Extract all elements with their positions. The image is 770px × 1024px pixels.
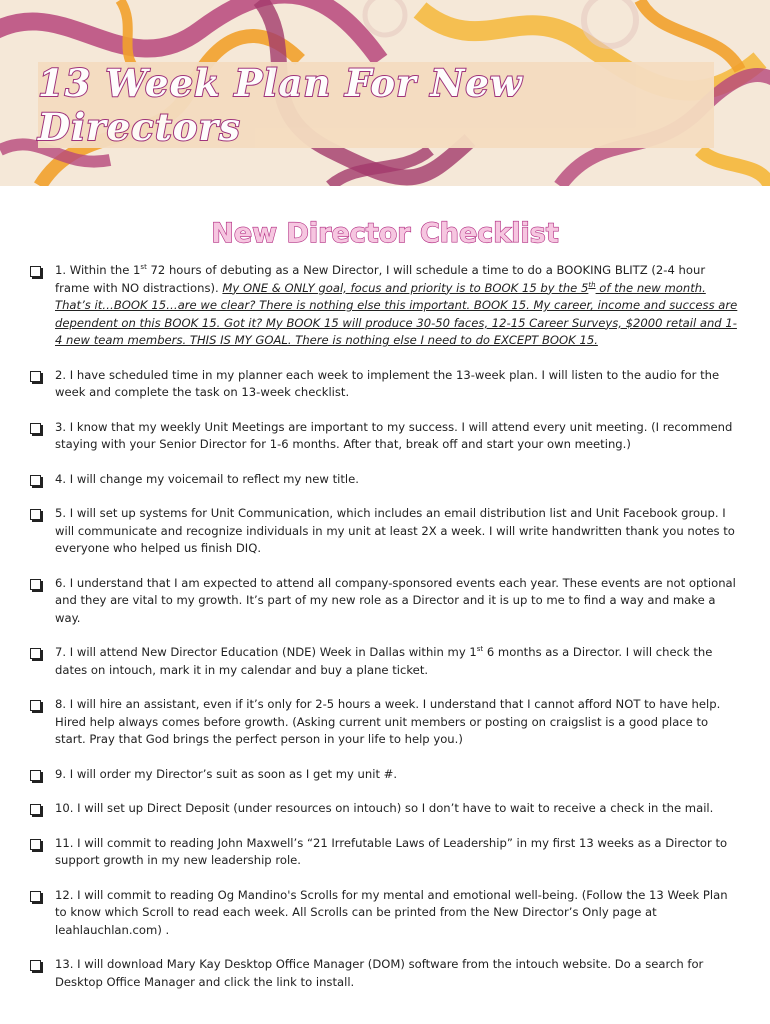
checklist-item <box>30 505 742 558</box>
header-banner <box>0 0 770 186</box>
banner-title-box <box>38 62 714 148</box>
checklist-item-text: 3. I know that my weekly Unit Meetings are important to my success. I will attend every unit meeting. (I recommend staying with your Senior Director for 1-6 months. After that, break off and start your own meeting.) <box>55 419 733 451</box>
checkbox-icon[interactable] <box>30 475 41 486</box>
checkbox-icon[interactable] <box>30 509 41 520</box>
checkbox-icon[interactable] <box>30 770 41 781</box>
checklist-item <box>30 887 742 940</box>
checklist-item-text: 8. I will hire an assistant, even if it’s only for 2-5 hours a week. I understand that I cannot afford NOT to have help. Hired help always comes before growth. (Asking current unit members or posting on craigslist is a good place to start. Pray that God brings the perfect person in your life to help you.) <box>55 697 721 746</box>
checkbox-icon[interactable] <box>30 423 41 434</box>
checkbox-icon[interactable] <box>30 700 41 711</box>
checkbox-icon[interactable] <box>30 579 41 590</box>
checklist-item-text: 6. I understand that I am expected to attend all company-sponsored events each year. These events are not optional and they are vital to my growth. It’s part of my new role as a Director and it is up to me to find a way and make a way. <box>55 575 736 625</box>
checkbox-icon[interactable] <box>30 839 41 850</box>
checklist <box>30 262 742 991</box>
checklist-item <box>30 835 742 870</box>
checklist-item-text: 1. Within the 1st 72 hours of debuting as a New Director, I will schedule a time to do a BOOKING BLITZ (2-4 hour frame with NO distractions). My ONE & ONLY goal, focus and priority is to BOOK 15 by the 5th of the new month. That’s it…BOOK 15…are we clear? There is nothing else this important. BOOK 15. My career, income and success are dependent on this BOOK 15. Got it? My BOOK 15 will produce 30-50 faces, 12-15 Career Surveys, $2000 retail and 1-4 new team members. THIS IS MY GOAL. There is nothing else I need to do EXCEPT BOOK 15. <box>55 263 738 347</box>
checklist-item-text: 9. I will order my Director’s suit as soon as I get my unit #. <box>55 766 398 781</box>
checklist-item <box>30 262 742 350</box>
checkbox-icon[interactable] <box>30 960 41 971</box>
checklist-item <box>30 575 742 628</box>
checklist-item-text: 5. I will set up systems for Unit Communication, which includes an email distribution list and Unit Facebook group. I will communicate and recognize individuals in my unit at least 2X a week. I will write handwritten thank you notes to everyone who helped us finish DIQ. <box>55 506 735 555</box>
checklist-item-text: 4. I will change my voicemail to reflect my new title. <box>55 471 359 486</box>
banner-title: 13 Week Plan For New Directors <box>38 61 523 149</box>
checklist-item-text: 11. I will commit to reading John Maxwell’s “21 Irrefutable Laws of Leadership” in my first 13 weeks as a Director to support growth in my new leadership role. <box>55 835 728 867</box>
checklist-item-text: 13. I will download Mary Kay Desktop Office Manager (DOM) software from the intouch website. Do a search for Desktop Office Manager and click the link to install. <box>55 957 704 989</box>
checklist-item <box>30 800 742 818</box>
checkbox-icon[interactable] <box>30 266 41 277</box>
checklist-item <box>30 766 742 784</box>
checklist-item <box>30 956 742 991</box>
checklist-item <box>30 419 742 454</box>
checkbox-icon[interactable] <box>30 648 41 659</box>
checklist-heading: New Director Checklist <box>211 218 559 249</box>
checklist-item <box>30 696 742 749</box>
checkbox-icon[interactable] <box>30 371 41 382</box>
checkbox-icon[interactable] <box>30 804 41 815</box>
checklist-item-text: 7. I will attend New Director Education (NDE) Week in Dallas within my 1st 6 months as a Director. I will check the dates on intouch, mark it in my calendar and buy a plane ticket. <box>55 645 713 677</box>
checklist-item-text: 2. I have scheduled time in my planner each week to implement the 13-week plan. I will listen to the audio for the week and complete the task on 13-week checklist. <box>55 367 720 399</box>
checklist-item-text: 10. I will set up Direct Deposit (under resources on intouch) so I don’t have to wait to receive a check in the mail. <box>55 801 714 815</box>
checklist-item-text: 12. I will commit to reading Og Mandino's Scrolls for my mental and emotional well-being. (Follow the 13 Week Plan to know which Scroll to read each week. All Scrolls can be printed from the New Director’s Only page at leahlauchlan.com) . <box>55 887 728 937</box>
checklist-item <box>30 644 742 679</box>
checklist-item <box>30 367 742 402</box>
checkbox-icon[interactable] <box>30 891 41 902</box>
checklist-item <box>30 471 742 489</box>
